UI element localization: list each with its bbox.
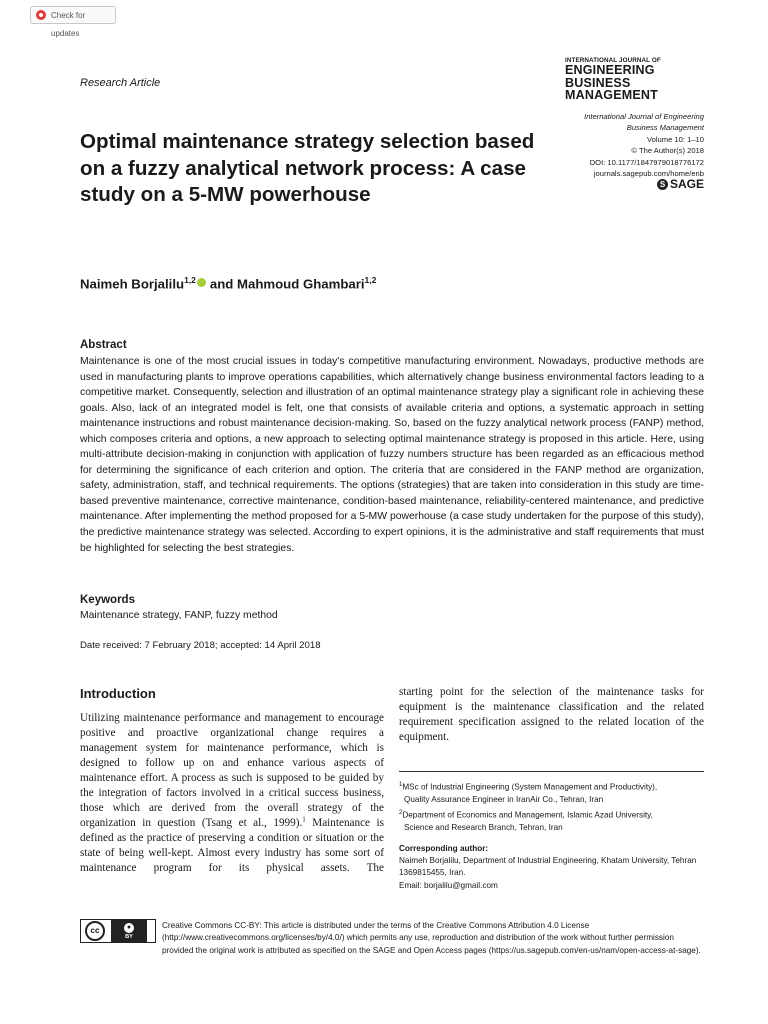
license-line: Creative Commons CC-BY: This article is distributed under the terms of the Creative Commons Attribution 4.0 License (http://www.creativecommons.org/licenses/by/4.0/) which permits any use, reproduction and distribution of the work without further permission provided the original work is attributed as specified on the SAGE and Open Access pages (https://us.sagepub.com/en-us/nam/open-access-at-sage).	[162, 921, 701, 955]
sage-logo-text: SAGE	[669, 177, 704, 191]
check-for-updates-button[interactable]	[30, 6, 116, 38]
corresponding-author	[399, 843, 704, 892]
journal-logo	[565, 58, 715, 102]
keywords-heading: Keywords	[80, 594, 135, 606]
journal-name-line2: Business Management	[626, 123, 704, 133]
journal-logo-line2: MANAGEMENT	[565, 88, 658, 103]
license-text	[80, 920, 704, 957]
check-updates-label: Check for updates	[51, 11, 86, 38]
introduction-column-2: starting point for the selection of the maintenance tasks for equipment is the maintenance classification and the related requirement specification assigned to the related location of the equipment.	[399, 686, 704, 744]
author-line	[80, 275, 376, 291]
intro-text-part1: Utilizing maintenance performance and management to encourage positive and proactive organizational change requires a management system for maintenance performance, which is designed to follow up on and enhance various aspects of maintenance effort. A process as such is supposed to be guided by the integration of factors involved in a critical success business, those which are derived from the overall strategy of the organization in question (Tsang et al., 1999).	[80, 712, 384, 830]
sage-logo	[657, 177, 704, 191]
journal-copyright: © The Author(s) 2018	[631, 146, 704, 156]
journal-logo-small: INTERNATIONAL JOURNAL OF	[565, 57, 661, 64]
corresponding-author-text: Naimeh Borjalilu, Department of Industrial Engineering, Khatam University, Tehran 1369815455, Iran.	[399, 856, 697, 878]
author-1-affiliation: 1,2	[184, 275, 196, 285]
citation-ref-1[interactable]: 1	[302, 815, 306, 824]
orcid-icon[interactable]	[197, 278, 206, 287]
intro-text-part2: Maintenance is defined as the practice of preserving a condition or situation or the state of being well-kept. Almost every industry has some sort of maintenance program for its physical assets. The	[80, 817, 384, 875]
journal-name-line1: International Journal of Engineering	[584, 112, 704, 121]
corresponding-author-heading: Corresponding author:	[399, 844, 489, 853]
journal-logo-line1: ENGINEERING BUSINESS	[565, 63, 655, 90]
author-2-name[interactable]: Mahmoud Ghambari	[237, 276, 365, 292]
cc-icon: cc	[85, 921, 105, 941]
footnote-2	[399, 807, 704, 834]
author-2-affiliation: 1,2	[364, 275, 377, 285]
introduction-column-1	[80, 711, 384, 877]
footnote-divider	[399, 771, 704, 772]
abstract-heading: Abstract	[80, 339, 127, 351]
article-type: Research Article	[80, 77, 161, 89]
sage-s-icon: S	[657, 179, 668, 190]
footnote-2-line1: Department of Economics and Management, Islamic Azad University,	[402, 810, 653, 820]
footnote-1-line2: Quality Assurance Engineer in IranAir Co., Tehran, Iran	[404, 794, 604, 804]
introduction-heading: Introduction	[80, 686, 156, 701]
keywords-text: Maintenance strategy, FANP, fuzzy method	[80, 610, 278, 621]
journal-volume: Volume 10: 1–10	[647, 134, 704, 144]
footnote-2-mark: 2	[399, 810, 403, 816]
author-conjunction: and	[209, 276, 234, 292]
attribution-person-icon: ●	[124, 923, 134, 933]
footnote-1-line1: MSc of Industrial Engineering (System Management and Productivity),	[402, 782, 658, 792]
article-title: Optimal maintenance strategy selection based on a fuzzy analytical network process: A case study on a 5-MW powerhouse	[80, 130, 535, 206]
journal-url[interactable]: journals.sagepub.com/home/enb	[593, 169, 704, 179]
footnote-1-mark: 1	[399, 782, 403, 788]
check-updates-icon	[36, 10, 46, 20]
corresponding-author-email[interactable]: Email: borjalilu@gmail.com	[399, 880, 498, 890]
received-dates: Date received: 7 February 2018; accepted: 14 April 2018	[80, 640, 321, 651]
author-1-name[interactable]: Naimeh Borjalilu	[80, 276, 185, 292]
footnote-1	[399, 779, 704, 806]
journal-doi[interactable]: DOI: 10.1177/1847979018776172	[589, 157, 704, 167]
abstract-text: Maintenance is one of the most crucial issues in today's competitive manufacturing environment. Nowadays, productive methods are used in manufacturing plants to improve operations capabilities, which alternatively change business environmental factors leading to a competitive market. Consequently, selection and illustration of an optimal maintenance strategy play a significant role in achieving these goals. Also, lack of an integrated model is felt, one that consists of available criteria and options, a systematic approach in setting maintenance instructions and robust maintenance decision-making. So, based on the fuzzy analytical network process (FANP) method, which composes criteria and options, a new approach to selecting optimal maintenance strategy is proposed in this article. Here, using multi-attribute decision-making in conjunction with application of fuzzy numbers structure has been regarded as an efficacious method for determining the significance of each criterion and option. The criteria that are considered in the FANP method are organization, safety, administration, staff, and technical requirements. The options (strategies) that are taken into consideration in this study are time-based preventive maintenance, corrective maintenance, condition-based maintenance, reliability-centered maintenance, and predictive maintenance. After implementing the method proposed for a 5-MW powerhouse (a case study undertaken for the purpose of this study), the predictive maintenance strategy was selected. According to expert opinions, it is the administrative and staff requirements that must be highlighted for selecting the best strategies.	[80, 356, 704, 554]
footnote-2-line2: Science and Research Branch, Tehran, Iran	[404, 822, 563, 832]
by-label: BY	[125, 933, 133, 940]
